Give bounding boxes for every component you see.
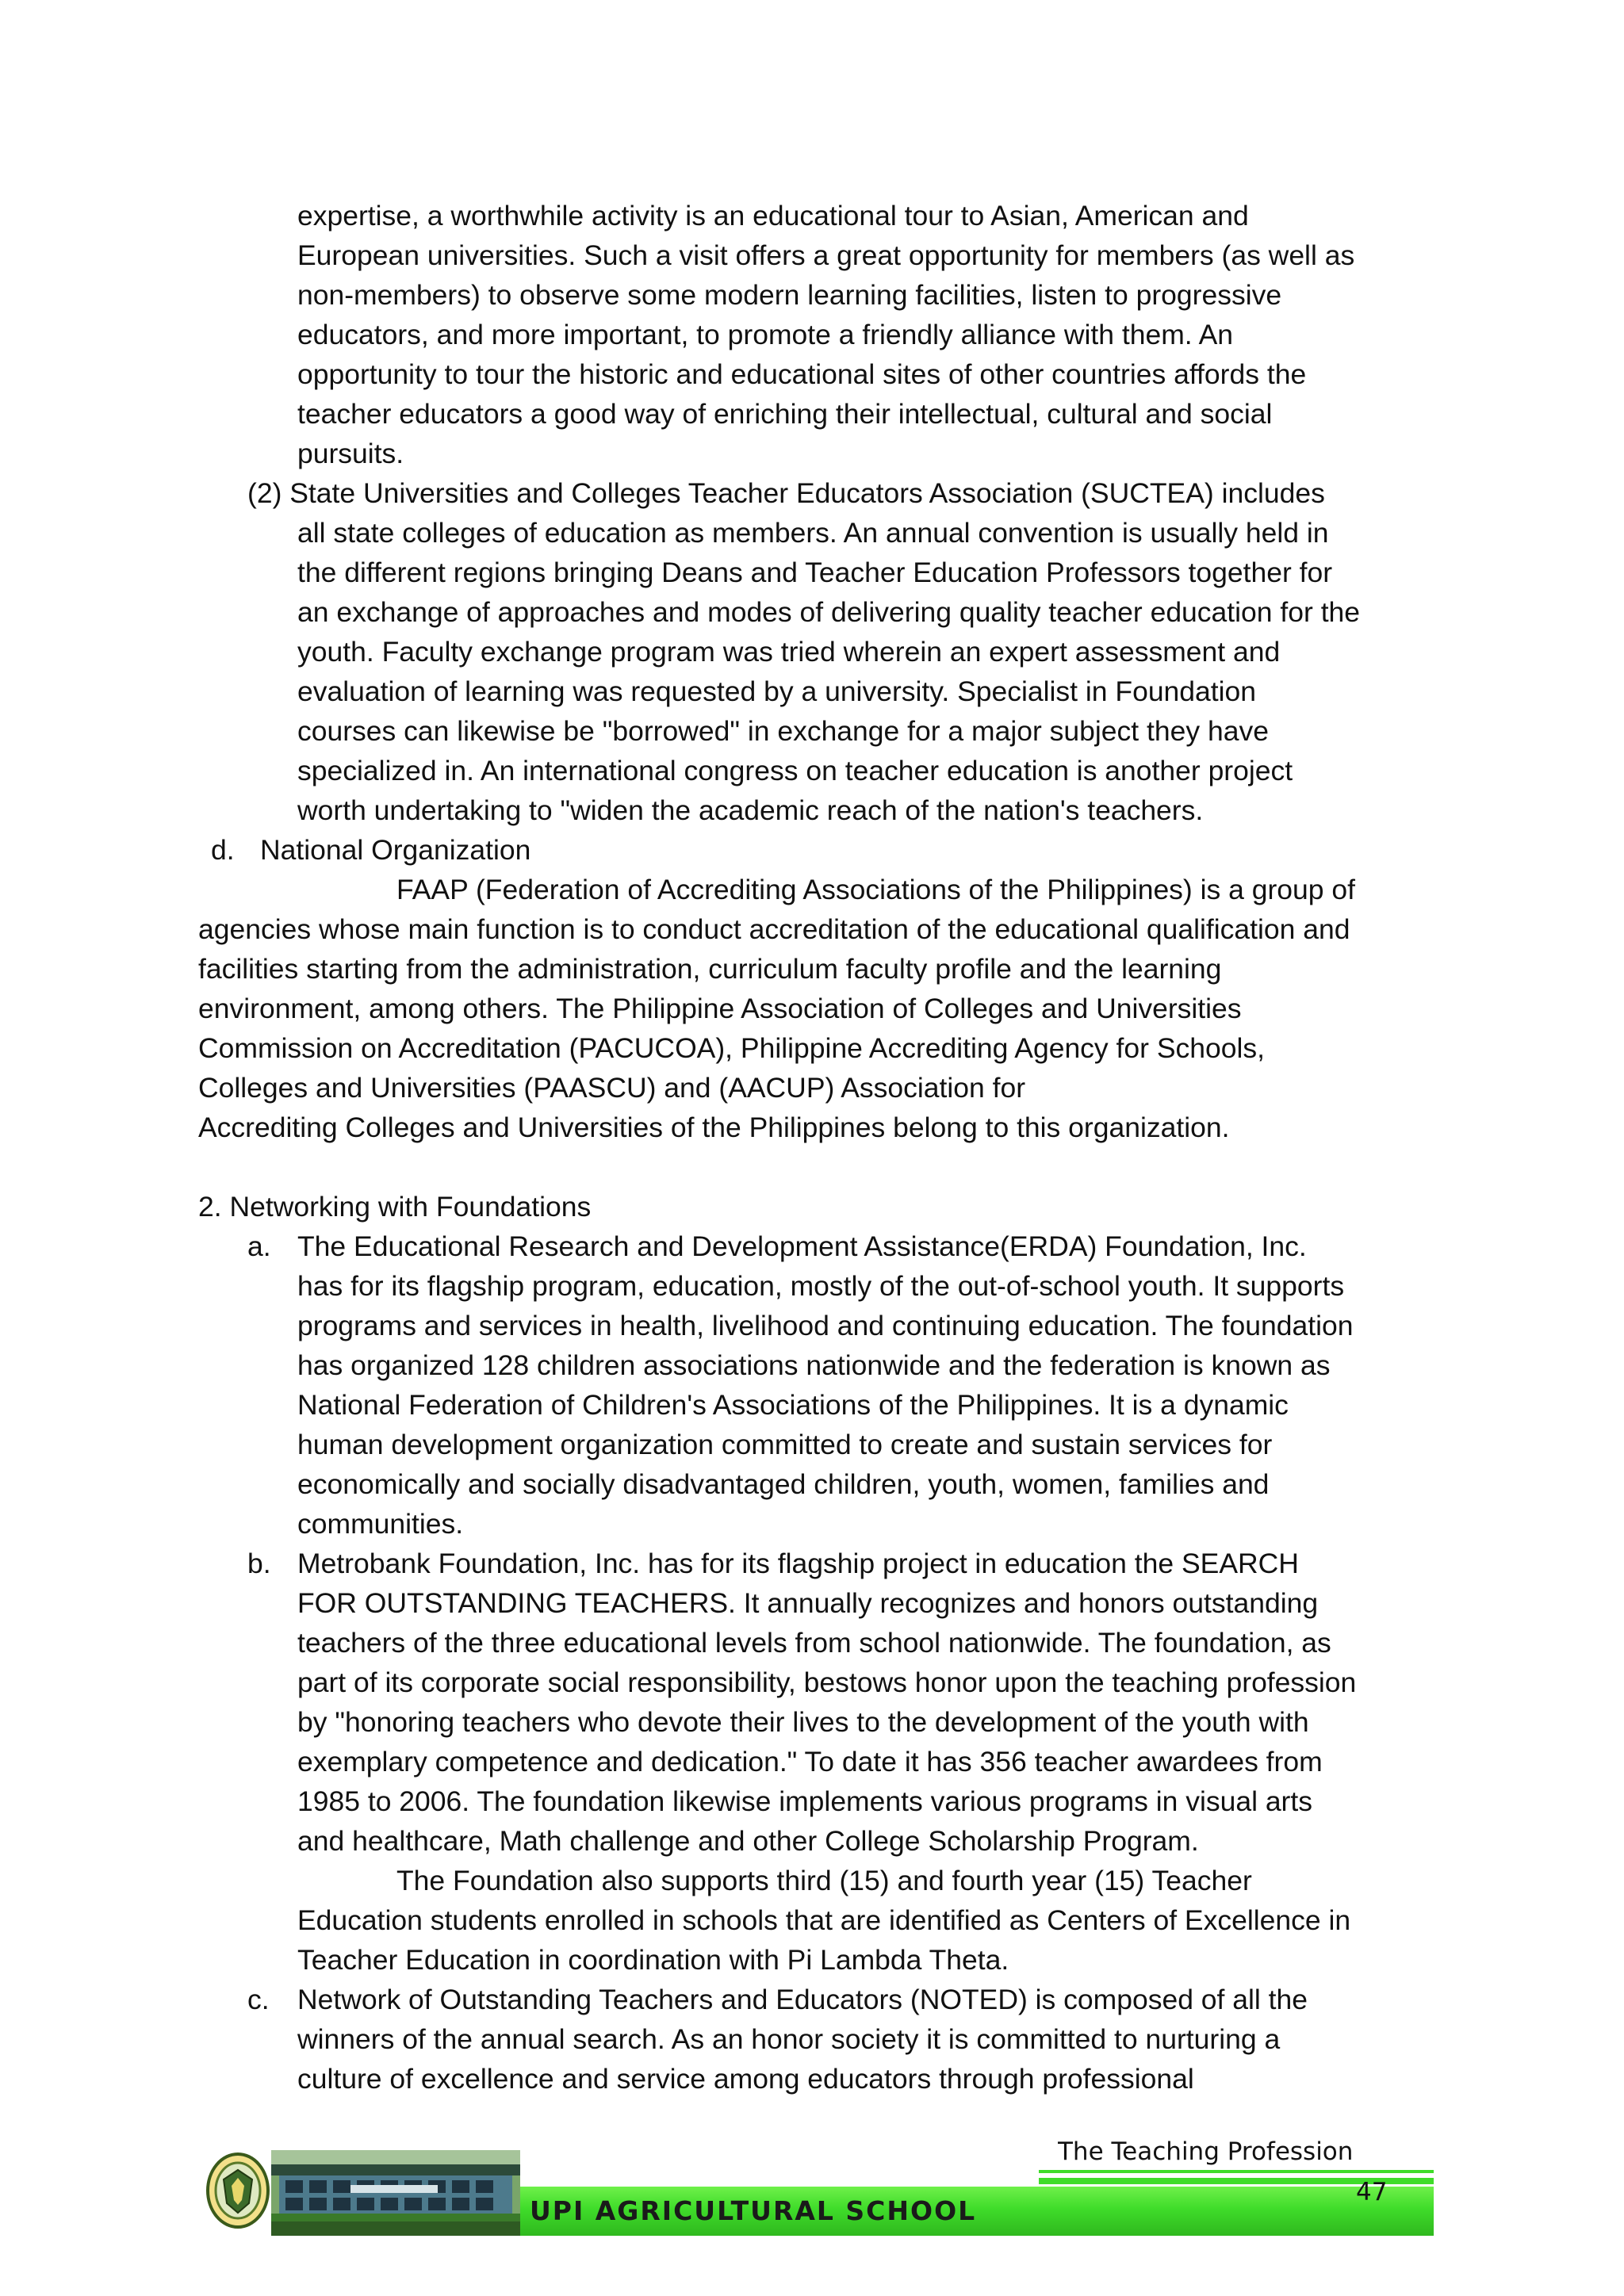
text-line: Network of Outstanding Teachers and Educators (NOTED) is composed of all the xyxy=(297,1984,1308,2015)
text-line: Colleges and Universities (PAASCU) and (AACUP) Association for xyxy=(198,1072,1026,1104)
list-marker: a. xyxy=(247,1230,271,1262)
text-line: worth undertaking to "widen the academic reach of the nation's teachers. xyxy=(297,794,1204,826)
school-building-photo xyxy=(271,2150,520,2236)
text-line: by "honoring teachers who devote their lives to the development of the youth with xyxy=(297,1706,1309,1738)
text-line: economically and socially disadvantaged children, youth, women, families and xyxy=(297,1468,1270,1500)
text-line: Metrobank Foundation, Inc. has for its flagship project in education the SEARCH xyxy=(297,1548,1299,1579)
text-line: part of its corporate social responsibility, bestows honor upon the teaching profession xyxy=(297,1667,1357,1698)
list-marker: b. xyxy=(247,1548,271,1579)
section-heading: National Organization xyxy=(260,834,531,866)
text-line: teacher educators a good way of enriching their intellectual, cultural and social xyxy=(297,398,1273,430)
text-line: National Federation of Children's Associations of the Philippines. It is a dynamic xyxy=(297,1389,1289,1421)
text-line: winners of the annual search. As an honor society it is committed to nurturing a xyxy=(297,2023,1281,2055)
footer-rule xyxy=(1039,2170,1434,2173)
school-seal-icon xyxy=(205,2151,271,2230)
text-line: facilities starting from the administration, curriculum faculty profile and the learning xyxy=(198,953,1222,985)
text-line: has for its flagship program, education, mostly of the out-of-school youth. It supports xyxy=(297,1270,1345,1302)
text-line: and healthcare, Math challenge and other College Scholarship Program. xyxy=(297,1825,1199,1857)
text-line: the different regions bringing Deans and Teacher Education Professors together for xyxy=(297,557,1333,588)
text-line: culture of excellence and service among educators through professional xyxy=(297,2063,1194,2095)
text-line: European universities. Such a visit offers a great opportunity for members (as well as xyxy=(297,239,1355,271)
text-line: opportunity to tour the historic and educational sites of other countries affords the xyxy=(297,358,1307,390)
footer-band xyxy=(520,2187,1434,2236)
text-line: Education students enrolled in schools that are identified as Centers of Excellence in xyxy=(297,1904,1351,1936)
text-line: courses can likewise be "borrowed" in exchange for a major subject they have xyxy=(297,715,1269,747)
text-line: non-members) to observe some modern learning facilities, listen to progressive xyxy=(297,279,1282,311)
section-heading: 2. Networking with Foundations xyxy=(198,1191,592,1223)
text-line: programs and services in health, livelihood and continuing education. The foundation xyxy=(297,1310,1354,1341)
text-line: communities. xyxy=(297,1508,464,1540)
text-line: Teacher Education in coordination with Pi Lambda Theta. xyxy=(297,1944,1009,1976)
list-marker: d. xyxy=(211,834,235,866)
text-line: human development organization committed to create and sustain services for xyxy=(297,1429,1273,1460)
text-line: has organized 128 children associations nationwide and the federation is known as xyxy=(297,1349,1331,1381)
text-line: (2) State Universities and Colleges Teacher Educators Association (SUCTEA) includes xyxy=(247,477,1325,509)
text-line: teachers of the three educational levels from school nationwide. The foundation, as xyxy=(297,1627,1331,1659)
text-line: an exchange of approaches and modes of delivering quality teacher education for the xyxy=(297,596,1361,628)
text-line: exemplary competence and dedication." To date it has 356 teacher awardees from xyxy=(297,1746,1323,1777)
text-line: pursuits. xyxy=(297,438,404,469)
footer-title: The Teaching Profession xyxy=(1058,2137,1354,2166)
list-marker: c. xyxy=(247,1984,270,2015)
text-line: educators, and more important, to promote a friendly alliance with them. An xyxy=(297,319,1233,350)
text-line: 1985 to 2006. The foundation likewise implements various programs in visual arts xyxy=(297,1785,1312,1817)
text-line: Accrediting Colleges and Universities of the Philippines belong to this organization. xyxy=(198,1112,1230,1143)
text-line: The Educational Research and Development Assistance(ERDA) Foundation, Inc. xyxy=(297,1230,1307,1262)
text-line: specialized in. An international congress on teacher education is another project xyxy=(297,755,1293,786)
text-line: agencies whose main function is to conduct accreditation of the educational qualification and xyxy=(198,913,1350,945)
page-number: 47 xyxy=(1356,2178,1388,2206)
text-line: youth. Faculty exchange program was tried wherein an expert assessment and xyxy=(297,636,1281,668)
text-line: FAAP (Federation of Accrediting Associations of the Philippines) is a group of xyxy=(396,874,1355,905)
text-line: FOR OUTSTANDING TEACHERS. It annually recognizes and honors outstanding xyxy=(297,1587,1319,1619)
text-line: Commission on Accreditation (PACUCOA), Philippine Accrediting Agency for Schools, xyxy=(198,1032,1265,1064)
text-line: evaluation of learning was requested by a university. Specialist in Foundation xyxy=(297,675,1257,707)
text-line: expertise, a worthwhile activity is an educational tour to Asian, American and xyxy=(297,200,1249,232)
text-line: The Foundation also supports third (15) and fourth year (15) Teacher xyxy=(396,1865,1252,1896)
school-name: UPI AGRICULTURAL SCHOOL xyxy=(530,2195,977,2226)
text-line: all state colleges of education as members. An annual convention is usually held in xyxy=(297,517,1329,549)
text-line: environment, among others. The Philippine Association of Colleges and Universities xyxy=(198,993,1242,1024)
